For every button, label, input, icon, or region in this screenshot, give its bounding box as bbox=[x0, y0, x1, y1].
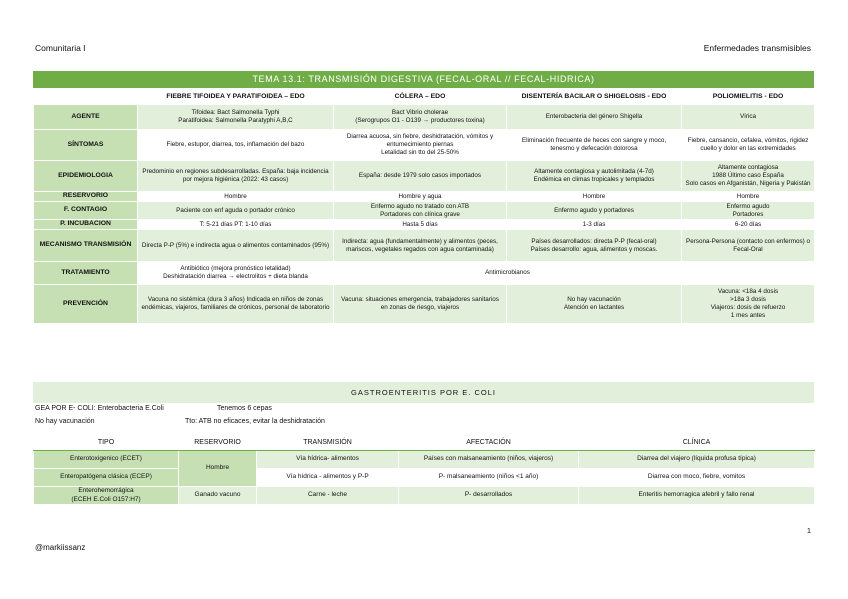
afectacion-cell: P- desarrollados bbox=[399, 487, 579, 505]
cell-line: Países desarrollados: directa P-P (fecal-oral) bbox=[531, 237, 657, 245]
cell-line: Países desarrollo: agua, alimentos y moscas. bbox=[530, 245, 658, 253]
table-row bbox=[34, 262, 815, 285]
cell-line: Vacuna: situaciones emergencia, trabajadores sanitarios en zonas de riesgo, viajeros bbox=[341, 296, 499, 311]
table-cell bbox=[682, 285, 815, 324]
cell-line: Eliminación frecuente de heces con sangre y moco, tenesmo y defecación dolorosa bbox=[521, 137, 667, 152]
row-label: SÍNTOMAS bbox=[34, 130, 138, 161]
cell-line: Hombre bbox=[736, 192, 760, 200]
cell-line: Altamente contagiosa bbox=[717, 164, 779, 172]
cell-line: T: 5-21 días PT: 1-10 días bbox=[199, 220, 272, 228]
cell-line: Hombre bbox=[224, 192, 247, 200]
cell-line: Persona-Persona (contacto con enfermos) o Fecal-Oral bbox=[686, 237, 810, 253]
table-cell bbox=[334, 192, 507, 202]
table-cell bbox=[507, 130, 682, 161]
column-header: DISENTERÍA BACILAR O SHIGELOSIS - EDO bbox=[507, 90, 682, 105]
cell-line: Diarrea acuosa, sin fiebre, deshidratación, vómitos y entumecimiento piernas bbox=[346, 133, 494, 149]
cell-line: Paciente con enf aguda o portador crónico bbox=[176, 206, 295, 214]
table-cell bbox=[682, 202, 815, 220]
row-label: EPIDEMIOLOGIA bbox=[34, 161, 138, 192]
column-header: CÓLERA – EDO bbox=[334, 90, 507, 105]
table-row bbox=[34, 487, 815, 505]
cell-line: Vacuna: <18a 4 dosis bbox=[717, 288, 779, 296]
header-topic: Enfermedades transmisibles bbox=[703, 43, 811, 53]
tipo-code: (ECEH E.Coli O157:H7) bbox=[71, 495, 141, 503]
cell-line: (Serogrupos O1 - O139 → productores toxina) bbox=[355, 117, 485, 124]
table-cell bbox=[138, 220, 334, 230]
transmision-cell: Vía hídrica- alimentos bbox=[257, 451, 399, 469]
table-cell bbox=[138, 262, 334, 285]
table-cell bbox=[334, 220, 507, 230]
column-header: POLIOMIELITIS - EDO bbox=[682, 90, 815, 105]
cell-line: Enterobacteria del género Shigella bbox=[545, 113, 643, 121]
reservorio-cell: Ganado vacuno bbox=[179, 487, 257, 505]
cell-line: Deshidratación diarrea → electrolitos + dieta blanda bbox=[163, 273, 308, 280]
cell-line: Predominio en regiones subdesarrolladas. España: baja incidencia por mejora higiénica (2022: 43 casos) bbox=[142, 168, 329, 183]
cell-line: España: desde 1979 solo casos importados bbox=[358, 172, 482, 180]
afectacion-cell: Países con malsaneamiento (niños, viajeros) bbox=[399, 451, 579, 469]
table-cell bbox=[334, 161, 507, 192]
table-cell bbox=[334, 105, 507, 130]
cell-line: Viajeros: dosis de refuerzo bbox=[710, 304, 786, 311]
gastro-title: GASTROENTERITIS POR E. COLI bbox=[33, 382, 814, 403]
cell-line: Enfermo agudo no tratado con ATB bbox=[370, 202, 470, 210]
column-header: AFECTACIÓN bbox=[399, 436, 579, 451]
cell-line: 1988 Último caso España bbox=[712, 172, 784, 180]
table-cell bbox=[507, 105, 682, 130]
table-row bbox=[34, 202, 815, 220]
cell-line: Paratifoidea: Salmonella Paratyphi A,B,C bbox=[178, 117, 293, 124]
row-label: F. CONTAGIO bbox=[34, 202, 138, 220]
table-cell bbox=[334, 285, 507, 324]
tipo-cell: Enterotoxigenico (ECET) bbox=[34, 451, 179, 469]
cell-line: Portadores con clínica grave bbox=[380, 210, 460, 218]
cell-line: Letalidad sin tto del 25-50% bbox=[381, 148, 459, 156]
tipo-cell bbox=[34, 487, 179, 505]
cell-line: Hasta 5 días bbox=[402, 220, 438, 228]
row-label: AGENTE bbox=[34, 105, 138, 130]
table-cell bbox=[507, 285, 682, 324]
clinica-cell: Enteritis hemorragica afebril y fallo renal bbox=[579, 487, 815, 505]
gea-vaccine: No hay vacunación bbox=[35, 418, 95, 425]
transmision-cell: Carne - leche bbox=[257, 487, 399, 505]
table-cell bbox=[138, 161, 334, 192]
table-row bbox=[34, 451, 815, 469]
cell-line: Enfermo agudo y portadores bbox=[554, 206, 634, 214]
table-row bbox=[34, 192, 815, 202]
cell-line: Vacuna no sistémica (dura 3 años) Indicada en niños de zonas endémicas, viajeros, familiares de crónicos, personal de laboratorio bbox=[141, 296, 330, 311]
table-cell bbox=[334, 262, 682, 285]
corner-cell bbox=[34, 90, 138, 105]
column-header: CLÍNICA bbox=[579, 436, 815, 451]
table-cell bbox=[138, 192, 334, 202]
cell-line: Endémica en climas tropicales y templados bbox=[533, 176, 655, 183]
row-label: TRATAMIENTO bbox=[34, 262, 138, 285]
table-cell bbox=[682, 230, 815, 262]
table-cell bbox=[138, 285, 334, 324]
reservorio-cell: Hombre bbox=[179, 451, 257, 487]
table-cell bbox=[682, 130, 815, 161]
gea-strains: Tenemos 6 cepas bbox=[217, 405, 272, 412]
table-row bbox=[34, 285, 815, 324]
header-subject: Comunitaria I bbox=[35, 43, 86, 53]
table-header-row bbox=[34, 90, 815, 105]
cell-line: Antibiótico (mejora pronóstico letalidad) bbox=[180, 265, 291, 273]
row-label: P. INCUBACIÓN bbox=[34, 220, 138, 230]
cell-line: Vírica bbox=[739, 113, 757, 121]
cell-line: Fiebre, cansancio, cefalea, vómitos, rigidez cuello y dolor en las extremidades bbox=[687, 137, 809, 152]
cell-line: >18a 3 dosis bbox=[730, 296, 766, 304]
tipo-name: Enterohemorrágica bbox=[78, 487, 134, 495]
cell-line: No hay vacunación bbox=[567, 296, 621, 304]
ecoli-table bbox=[33, 435, 815, 505]
table-cell bbox=[507, 230, 682, 262]
cell-line: 1 mes antes bbox=[730, 311, 766, 319]
cell-line: 6-20 días bbox=[734, 220, 762, 228]
table-cell bbox=[138, 202, 334, 220]
table-cell bbox=[334, 130, 507, 161]
column-header: RESERVORIO bbox=[179, 436, 257, 451]
row-label: MECANISMO TRANSMISIÓN bbox=[34, 230, 138, 262]
cell-line: Bact Vibrio cholerae bbox=[391, 109, 449, 117]
table-cell bbox=[507, 192, 682, 202]
cell-line: Fiebre, estupor, diarrea, tos, inflamación del bazo bbox=[166, 141, 305, 149]
cell-line: Portadores bbox=[732, 210, 764, 218]
column-header: FIEBRE TIFOIDEA Y PARATIFOIDEA – EDO bbox=[138, 90, 334, 105]
author-handle: @markiissanz bbox=[35, 543, 86, 552]
table-row bbox=[34, 469, 815, 487]
transmision-cell: Vía hídrica - alimentos y P-P bbox=[257, 469, 399, 487]
row-label: PREVENCIÓN bbox=[34, 285, 138, 324]
cell-line: Enfermo agudo bbox=[726, 202, 770, 210]
gea-line-2 bbox=[35, 418, 325, 425]
cell-line: Tifoidea: Bact Salmonella Typhi bbox=[191, 109, 280, 117]
cell-line: Hombre y agua bbox=[398, 192, 442, 200]
ecoli-header-row bbox=[34, 436, 815, 451]
table-cell bbox=[138, 230, 334, 262]
table-cell bbox=[682, 105, 815, 130]
table-cell bbox=[507, 161, 682, 192]
tipo-cell: Enteropatógena clásica (ECEP) bbox=[34, 469, 179, 487]
table-row bbox=[34, 230, 815, 262]
table-row bbox=[34, 105, 815, 130]
clinica-cell: Diarrea del viajero (líquida profusa típica) bbox=[579, 451, 815, 469]
table-cell bbox=[334, 202, 507, 220]
table-cell bbox=[682, 161, 815, 192]
gea-line-1 bbox=[35, 405, 272, 412]
table-row bbox=[34, 161, 815, 192]
table-cell bbox=[507, 220, 682, 230]
cell-line: 1-3 días bbox=[582, 220, 606, 228]
section-title: TEMA 13.1: TRANSMISIÓN DIGESTIVA (FECAL-ORAL // FECAL-HIDRICA) bbox=[33, 71, 814, 88]
table-cell bbox=[682, 192, 815, 202]
cell-line: Solo casos en Afganistán, Nigeria y Pakistán bbox=[685, 179, 811, 187]
table-cell bbox=[138, 105, 334, 130]
table-cell bbox=[682, 220, 815, 230]
table-row bbox=[34, 220, 815, 230]
table-cell bbox=[334, 230, 507, 262]
row-label: RESERVORIO bbox=[34, 192, 138, 202]
cell-line: Directa P-P (5%) e indirecta agua o alimentos contaminados (95%) bbox=[141, 241, 330, 249]
table-row bbox=[34, 130, 815, 161]
gea-treatment: Tto: ATB no eficaces, evitar la deshidratación bbox=[185, 418, 325, 425]
cell-line: Atención en lactantes bbox=[563, 304, 625, 311]
diseases-table bbox=[33, 89, 815, 324]
afectacion-cell: P- malsaneamiento (niños <1 año) bbox=[399, 469, 579, 487]
table-cell bbox=[682, 262, 815, 285]
table-cell bbox=[507, 202, 682, 220]
gea-definition: GEA POR E- COLI: Enterobacteria E.Coli bbox=[35, 405, 164, 412]
cell-line: Indirecta: agua (fundamentalmente) y alimentos (peces, mariscos, vegetales regados con agua contaminada) bbox=[342, 237, 498, 253]
cell-line: Altamente contagiosa y autolimitada (4-7d) bbox=[534, 168, 654, 176]
page-number: 1 bbox=[806, 526, 811, 535]
table-cell bbox=[138, 130, 334, 161]
cell-line: Hombre bbox=[582, 192, 606, 200]
column-header: TIPO bbox=[34, 436, 179, 451]
column-header: TRANSMISIÓN bbox=[257, 436, 399, 451]
clinica-cell: Diarrea con moco, fiebre, vomitos bbox=[579, 469, 815, 487]
cell-line: Antimicrobianos bbox=[485, 269, 530, 277]
